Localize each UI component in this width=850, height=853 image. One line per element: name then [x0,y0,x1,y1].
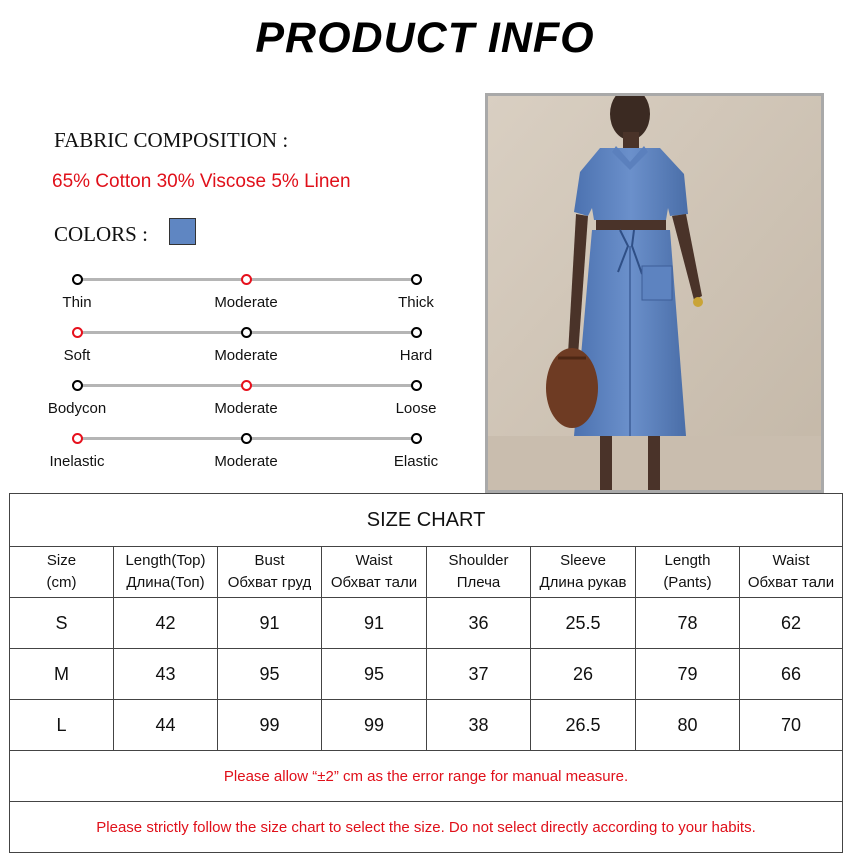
scale-dot[interactable] [241,274,252,285]
size-cell: S [10,598,114,649]
table-cell: 78 [636,598,740,649]
scale-label: Moderate [214,400,278,417]
size-chart-title: SIZE CHART [10,494,843,547]
fabric-composition-value: 65% Cotton 30% Viscose 5% Linen [52,171,351,192]
table-cell: 99 [218,700,322,751]
scale-label: Thick [398,294,434,311]
scale-dot[interactable] [72,380,83,391]
measurement-tolerance-note: Please allow “±2” cm as the error range for manual measure. [10,751,843,802]
colors-label: COLORS : [54,222,148,246]
column-header: Shoulder Плеча [427,547,531,598]
table-cell: 70 [740,700,843,751]
table-row [10,649,843,700]
scale-label: Elastic [393,453,439,470]
model-illustration [488,96,821,490]
table-cell: 44 [114,700,218,751]
table-cell: 91 [322,598,427,649]
scale-dot[interactable] [411,433,422,444]
table-cell: 91 [218,598,322,649]
thickness-scale [40,270,452,320]
scale-dot[interactable] [411,327,422,338]
column-header: Length (Pants) [636,547,740,598]
table-cell: 25.5 [531,598,636,649]
table-row [10,598,843,649]
table-header-row [10,547,843,598]
table-row [10,700,843,751]
size-cell: M [10,649,114,700]
scale-dot[interactable] [241,433,252,444]
table-cell: 37 [427,649,531,700]
page-title: PRODUCT INFO [255,14,595,62]
table-cell: 36 [427,598,531,649]
scale-label: Hard [399,347,433,364]
scale-label: Moderate [214,453,278,470]
scale-label: Thin [62,294,92,311]
table-cell: 66 [740,649,843,700]
table-cell: 26 [531,649,636,700]
scale-dot[interactable] [72,433,83,444]
table-cell: 43 [114,649,218,700]
scale-label: Soft [63,347,91,364]
table-cell: 26.5 [531,700,636,751]
column-header: Bust Обхват груд [218,547,322,598]
table-cell: 95 [218,649,322,700]
scale-dot[interactable] [411,380,422,391]
table-cell: 79 [636,649,740,700]
table-cell: 38 [427,700,531,751]
column-header: Size (cm) [10,547,114,598]
softness-scale [40,323,452,373]
scale-label: Bodycon [47,400,107,417]
scale-dot[interactable] [72,274,83,285]
size-cell: L [10,700,114,751]
scale-label: Inelastic [49,453,105,470]
size-chart-table [9,493,843,853]
column-header: Waist Обхват тали [740,547,843,598]
scale-dot[interactable] [241,380,252,391]
fit-scale [40,376,452,426]
elasticity-scale [40,429,452,479]
column-header: Waist Обхват тали [322,547,427,598]
scale-label: Moderate [214,294,278,311]
scale-dot[interactable] [241,327,252,338]
size-selection-note: Please strictly follow the size chart to select the size. Do not select directly according to your habits. [10,802,843,853]
scale-dot[interactable] [411,274,422,285]
fabric-composition-label: FABRIC COMPOSITION : [54,128,289,152]
table-cell: 62 [740,598,843,649]
scale-dot[interactable] [72,327,83,338]
column-header: Length(Top) Длина(Топ) [114,547,218,598]
table-cell: 95 [322,649,427,700]
scale-label: Loose [395,400,437,417]
table-cell: 99 [322,700,427,751]
column-header: Sleeve Длина рукав [531,547,636,598]
product-photo [485,93,824,493]
color-swatch[interactable] [169,218,196,245]
table-cell: 80 [636,700,740,751]
scale-label: Moderate [214,347,278,364]
table-cell: 42 [114,598,218,649]
